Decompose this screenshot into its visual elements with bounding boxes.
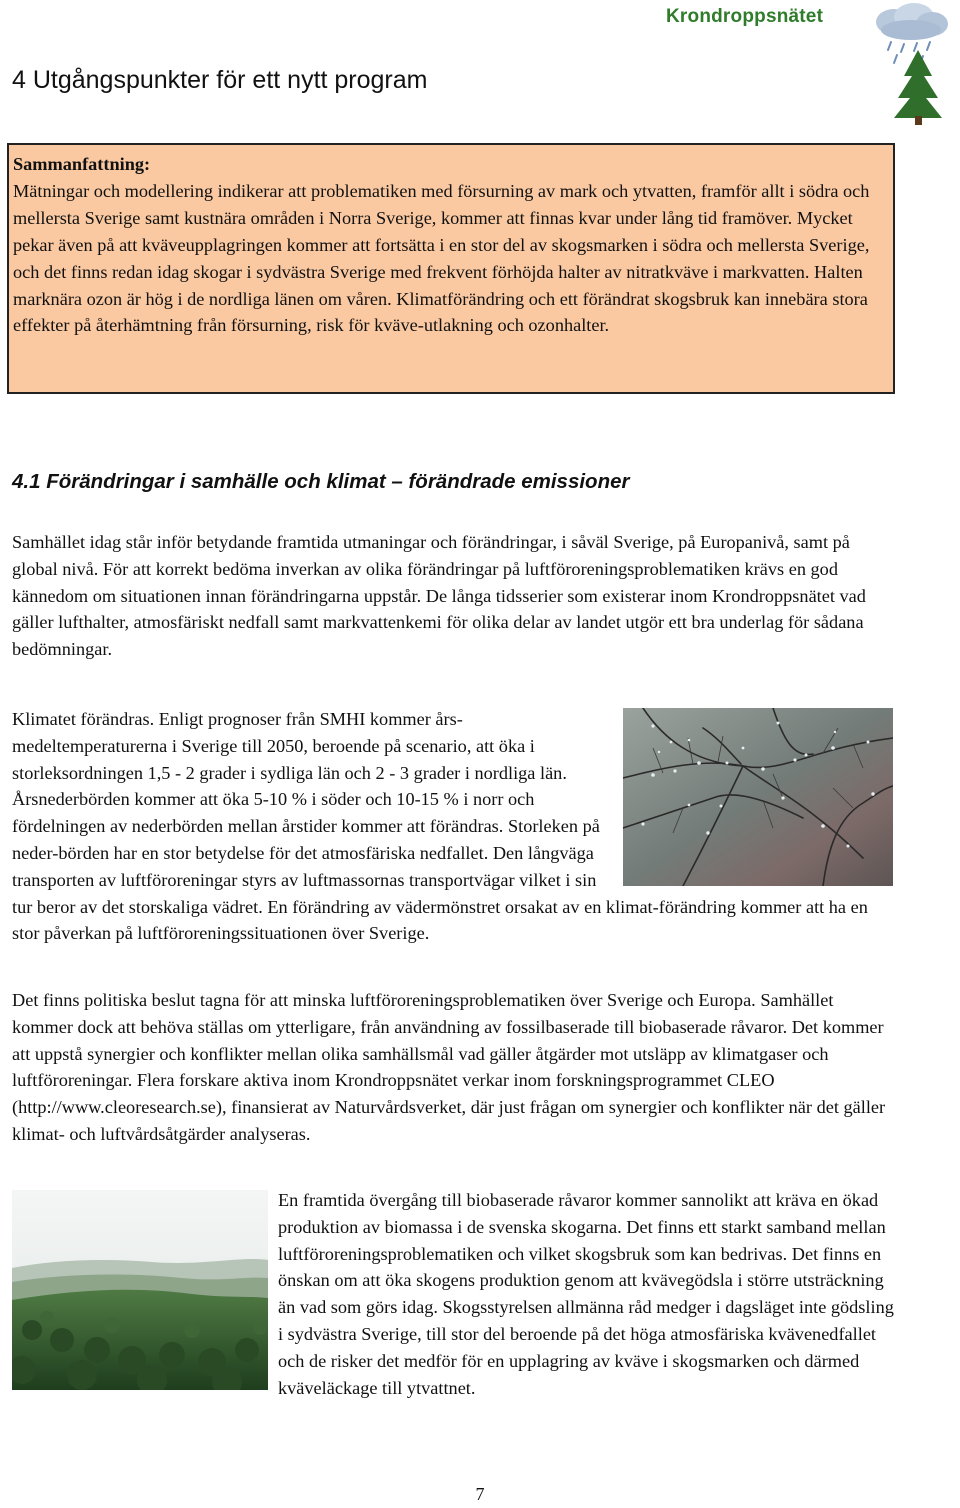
paragraph-biomass-block [12, 1187, 897, 1401]
paragraph-biomass: En framtida övergång till biobaserade råvaror kommer sannolikt att kräva en ökad produktion av biomassa i de svenska skogarna. Det finns ett starkt samband mellan luftföroreningsproblematiken och vilket skogsbruk som kan bedrivas. Det finns en önskan om att öka skogens produktion genom att kvävegödsla i större utsträckning än vad som görs idag. Skogsstyrelsen allmänna råd medger i dagsläget inte gödsling i sydvästra Sverige, till stor del beroende på det höga atmosfäriska kvävenedfallet och de risker det medför för en upplagring av kväve i skogsmarken och därmed kväveläckage till ytvattnet. [278, 1190, 894, 1398]
section-heading: 4.1 Förändringar i samhälle och klimat – förändrade emissioner [12, 470, 630, 493]
paragraph-climate: Klimatet förändras. Enligt prognoser från SMHI kommer års-medeltemperaturerna i Sverige till 2050, beroende på scenario, att öka i storleksordningen 1,5 - 2 grader i sydliga län och 2 - 3 grader i nordliga län. Årsnederbörden kommer att öka 5-10 % i söder och 10-15 % i norr och fördelningen av nederbörden mellan årstider kommer att förändras. Storleken på neder-börden har en stor betydelse för det atmosfäriska nedfallet. Den långväga transporten av luftföroreningar styrs av luftmassornas transportvägar vilket i sin tur beror av det storskaliga vädret. En förändring av vädermönstret orsakat av en klimat-förändring kommer att ha en stor påverkan på luftföroreningssituationen över Sverige. [12, 709, 868, 944]
logo-text: Krondroppsnätet [666, 6, 824, 27]
paragraph-policy: Det finns politiska beslut tagna för att minska luftföroreningsproblematiken över Sverige och Europa. Samhället kommer dock att behöva ställas om ytterligare, från användning av fossilbaserade till biobaserade råvaror. Det kommer att uppstå synergier och konflikter mellan olika samhällsmål vad gäller åtgärder mot utsläpp av klimatgaser och luftföroreningar. Flera forskare aktiva inom Krondroppsnätet verkar inom forskningsprogrammet CLEO (http://www.cleoresearch.se), finansierat av Naturvårdsverket, där just frågan om synergier och konflikter när det gäller klimat- och luftvårdsåtgärder analyseras. [12, 990, 886, 1144]
header-logo [660, 2, 960, 130]
page-title: 4 Utgångspunkter för ett nytt program [12, 66, 428, 94]
summary-text: Mätningar och modellering indikerar att problematiken med försurning av mark och ytvatten, framför allt i södra och mellersta Sverige samt kustnära områden i Norra Sverige, kommer att finnas kvar under lång tid framöver. Mycket pekar även på att kväveupplagringen kommer att fortsätta i en stor del av skogsmarken i södra och mellersta Sverige, och det finns redan idag skogar i sydvästra Sverige med frekvent förhöjda halter av nitratkväve i markvatten. Halten marknära ozon är hög i de nordliga länen om våren. Klimatförändring och ett förändrat skogsbruk kan innebära stora effekter på återhämtning från försurning, risk för kväve-utlakning och ozonhalter. [13, 180, 870, 336]
summary-box [7, 143, 895, 394]
page-number: 7 [475, 1484, 485, 1504]
paragraph-society: Samhället idag står inför betydande framtida utmaningar och förändringar, i såväl Sverige, på Europanivå, samt på global nivå. För att korrekt bedöma inverkan av olika förändringar på luftföroreningsproblematiken krävs en god kännedom om situationen innan förändringarna uppstår. De långa tidsserier som existerar inom Krondroppsnätet vad gäller lufthalter, atmosfäriskt nedfall samt markvattenkemi för olika delar av landet utgör ett bra underlag för sådana bedömningar. [12, 532, 866, 660]
cloud-rain-tree-icon [856, 2, 960, 126]
paragraph-climate-block [12, 706, 897, 947]
forest-landscape-photo [12, 1190, 268, 1390]
summary-title: Sammanfattning: [13, 154, 151, 174]
rain-drops-on-branches-photo [623, 708, 893, 886]
